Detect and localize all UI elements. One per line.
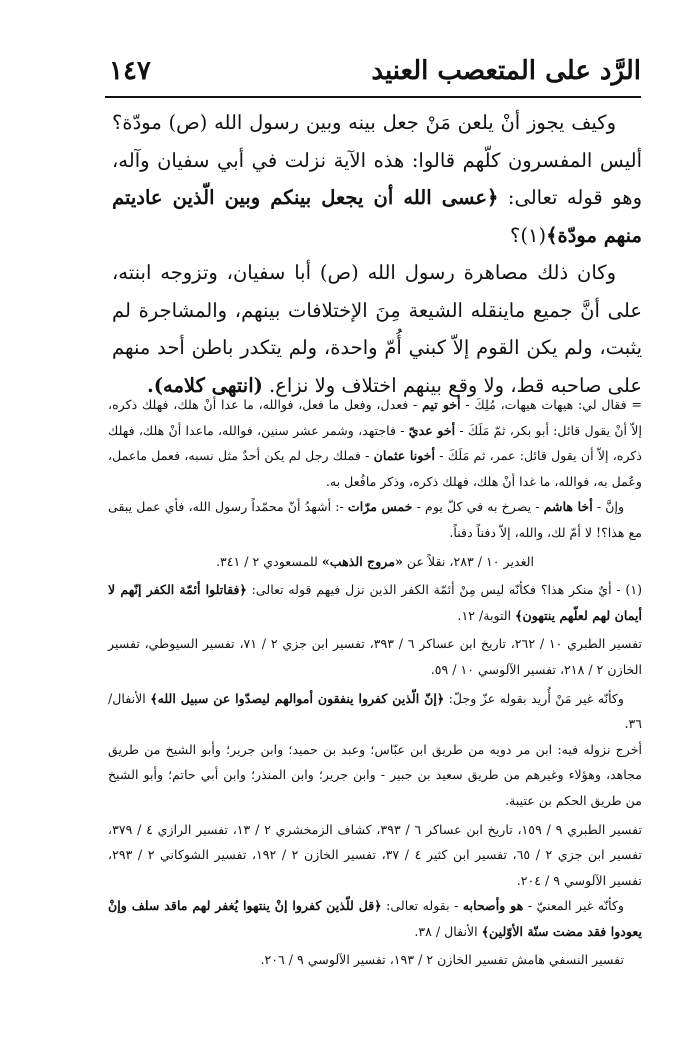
footnote-3 — [108, 893, 642, 944]
note-text: -: أشهدُ أنّ محمّداً رسول الله، فأي عمل يبقى مع هذا؟! لا أمّ لك، والله، إلاّ دفناً دفناً. — [108, 499, 642, 540]
note-text: الغدير ١٠ / ٢٨٣، نقلاً عن — [402, 553, 535, 569]
end-of-quote: (انتهى كلامه). — [147, 373, 263, 397]
note-text: التوبة/ ١٢. — [457, 607, 516, 623]
footnote-2-detail: أخرج نزوله فيه: ابن مر دويه من طريق ابن عبّاس؛ وعبد بن حميد؛ وابن جرير؛ وأبو الشيخ من طريق مجاهد، وهؤلاء وغيرهم من طريق سعيد بن جبير - وابن جرير؛ وابن المنذر؛ وابن أبي حاتم؛ وأبو الشيخ من طريق الحكم بن عتيبة. — [108, 741, 642, 808]
main-text — [112, 104, 642, 404]
note-emphasis: أخونا عثمان — [373, 448, 436, 464]
note-text: وكأنّه غير المعنيّ - — [523, 898, 625, 914]
footnote-sources-1: تفسير الطبري ١٠ / ٢٦٢، تاريخ ابن عساكر ٦ / ٣٩٣، تفسير ابن جزي ٢ / ٧١، تفسير السيوطي، تفسير الخازن ٢ / ٢١٨، تفسير الآلوسي ١٠ / ٥٩. — [108, 636, 643, 677]
running-title: الرَّد على المتعصب العنيد — [371, 56, 641, 86]
note-paragraph — [108, 494, 642, 545]
note-text: - فاجتهد، وشمر عشر سنين، فوالله، ماعدا أنْ هلك، فهلك ذكره، إلاّ أن يقول قائل: عمر، ثم مَلَكَ - — [108, 422, 642, 464]
page-header — [105, 52, 641, 98]
header-rule — [105, 96, 641, 98]
note-text: - يصرخ به في كلّ يوم - — [412, 499, 544, 515]
footnote-ref: (١)؟ — [510, 223, 547, 247]
note-text: - فعدل، وفعل ما فعل، فوالله، ما عدا أنْ هلك، فهلك ذكره، إلاّ أنْ يقول قائل: أبو بكر، ثمّ مَلَكَ - — [108, 397, 642, 438]
note-emphasis: «مروج الذهب» — [321, 553, 403, 569]
note-emphasis: هو وأصحابه — [462, 898, 524, 914]
note-emphasis: أخو تيم — [422, 397, 461, 412]
main-paragraph-2 — [112, 254, 642, 404]
note-continuation — [108, 392, 642, 494]
quran-quote: ﴿إنّ الّذين كفروا ينفقون أموالهم ليصدّوا عن سبيل الله﴾ — [150, 690, 445, 706]
main-paragraph-1 — [112, 104, 642, 254]
note-source — [108, 549, 642, 575]
note-text: = فقال لي: هيهات هيهات، مُلِكَ - — [460, 397, 642, 412]
note-text: وكأنّه غير مَنْ أُريد بقوله عزّ وجلّ: — [444, 690, 625, 706]
quran-quote: ﴿قل للّذين كفروا إنْ ينتهوا يُغفر لهم ماقد سلف وإنْ يعودوا فقد مضت سنّة الأوّلين﴾ — [108, 898, 642, 939]
note-text: - فملك رجل لم يكن أحدٌ مثل نسبه، فعمل ماعمل، وعُمل به، فوالله، ما غدا أنْ هلك، فهلك ذكره، وذكر مافُعل به. — [108, 448, 642, 489]
note-text: للمسعودي ٢ / ٣٤١. — [215, 553, 322, 569]
note-text: الأنفال / ٣٨. — [414, 923, 482, 939]
note-emphasis: خمس مرّات — [347, 499, 413, 515]
paragraph-text: وكان ذلك مصاهرة رسول الله (ص) أبا سفيان، وتزوجه ابنته، على أنَّ جميع ماينقله الشيعة مِنَ الإختلافات بينهم، والمشاجرة لم يثبت، ولم يكن القوم إلاّ كبني أُمّ واحدة، ولم يتكدر باطن أحد منهم على صاحبه قط، ولا وقع بينهم اختلاف ولا نزاع. — [112, 261, 642, 397]
footnote-sources-3: تفسير النسفي هامش تفسير الخازن ٢ / ١٩٣، تفسير الآلوسي ٩ / ٢٠٦. — [260, 952, 624, 968]
footnote-2 — [108, 686, 642, 737]
note-emphasis: أخو عديّ — [408, 422, 456, 438]
footnote-sources-2: تفسير الطبري ٩ / ١٥٩، تاريخ ابن عساكر ٦ / ٣٩٣، كشاف الزمخشري ٢ / ١٣، تفسير الرازي ٤ / ٣٧٩، تفسير ابن جزي ٢ / ٦٥، تفسير ابن كثير ٤ / ٣٧، تفسير الخازن ٢ / ١٩٢، تفسير الشوكاني ٢ / ٢٩٣، تفسير الآلوسي ٩ / ٢٠٤. — [108, 821, 642, 888]
footnotes — [108, 392, 642, 973]
paragraph-text: وكيف يجوز أنْ يلعن مَنْ جعل بينه وبين رسول الله (ص) مودّة؟ أليس المفسرون كلّهم قالوا: هذه الآية نزلت في أبي سفيان وآله، وهو قوله تعالى: — [112, 111, 642, 209]
note-text: الأنفال/ ٣٦. — [108, 690, 642, 732]
quran-quote: ﴿فقاتلوا أئمّة الكفر إنّهم لا أيمان لهم لعلّهم ينتهون﴾ — [108, 582, 642, 623]
quran-quote: ﴿عسى الله أن يجعل بينكم وبين الّذين عاديتم منهم مودّة﴾ — [112, 186, 642, 247]
note-emphasis: أخا هاشم — [543, 499, 593, 515]
note-text: وإنَّ - — [592, 499, 625, 515]
footnote-1 — [108, 577, 642, 628]
note-text: - بقوله تعالى: — [381, 898, 463, 914]
note-text: (١) - أيٌ منكر هذا؟ فكأنّه ليس مِنْ أئمّة الكفر الذين نزل فيهم قوله تعالى: — [246, 582, 642, 598]
page-number: ١٤٧ — [109, 56, 151, 86]
